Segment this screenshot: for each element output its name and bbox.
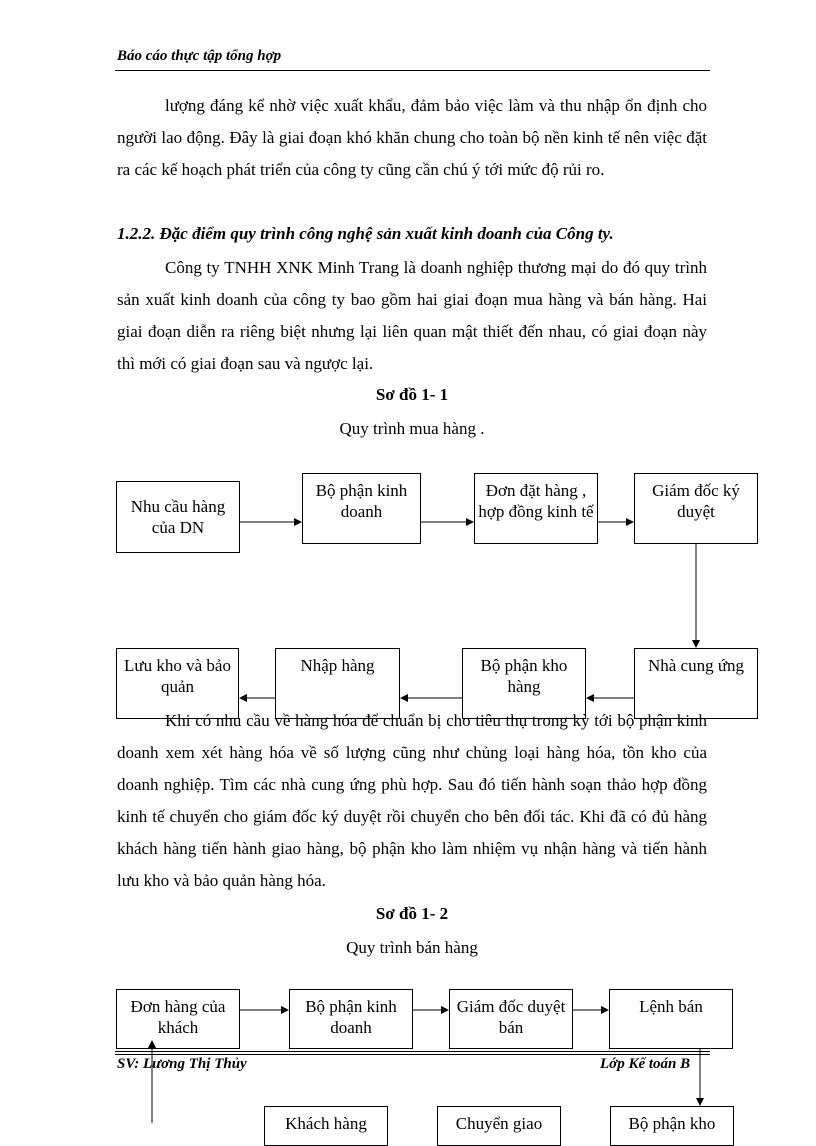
d2-box-director-approve: Giám đốc duyệt bán bbox=[449, 989, 573, 1049]
d1-box-receive-goods: Nhập hàng bbox=[275, 648, 400, 719]
page-header-title: Báo cáo thực tập tổng hợp bbox=[117, 48, 282, 64]
d2-box-customer: Khách hàng bbox=[264, 1106, 388, 1146]
d2-box-handover: Chuyển giao bbox=[437, 1106, 561, 1146]
paragraph-2-text: Công ty TNHH XNK Minh Trang là doanh nghiệp thương mại do đó quy trình sản xuất kinh doanh của công ty bao gồm hai giai đoạn mua hàng và bán hàng. Hai giai đoạn diễn ra riêng biệt nhưng lại liên quan mật thiết đến nhau, có giai đoạn này thì mới có giai đoạn sau và ngược lại. bbox=[117, 258, 707, 373]
d1-box-storage: Lưu kho và bảo quản bbox=[116, 648, 239, 719]
footer-rule-2 bbox=[115, 1054, 710, 1055]
footer-class: Lớp Kế toán B bbox=[600, 1056, 691, 1072]
d1-box-director-approve: Giám đốc ký duyệt bbox=[634, 473, 758, 544]
d2-box-warehouse: Bộ phận kho bbox=[610, 1106, 734, 1146]
diagram-2-title: Quy trình bán hàng bbox=[346, 938, 478, 957]
d1-box-supplier: Nhà cung ứng bbox=[634, 648, 758, 719]
d1-box-sales-dept: Bộ phận kinh doanh bbox=[302, 473, 421, 544]
paragraph-1-text: lượng đáng kể nhờ việc xuất khẩu, đảm bảo việc làm và thu nhập ổn định cho người lao động. Đây là giai đoạn khó khăn chung cho toàn bộ nền kinh tế nên việc đặt ra các kế hoạch phát triển của công ty cũng cần chú ý tới mức độ rủi ro. bbox=[117, 96, 707, 179]
diagram-1-title: Quy trình mua hàng . bbox=[339, 419, 485, 438]
section-heading: 1.2.2. Đặc điểm quy trình công nghệ sản xuất kinh doanh của Công ty. bbox=[117, 224, 614, 243]
paragraph-3-text: Khi có nhu cầu về hàng hóa để chuẩn bị cho tiêu thụ trong kỳ tới bộ phận kinh doanh xem xét hàng hóa về số lượng cũng như chủng loại hàng hóa, tồn kho của doanh nghiệp. Tìm các nhà cung ứng phù hợp. Sau đó tiến hành soạn thảo hợp đồng kinh tế chuyển cho giám đốc ký duyệt rồi chuyển cho bên đối tác. Khi đã có đủ hàng khách hàng tiến hành giao hàng, bộ phận kho làm nhiệm vụ nhận hàng và tiến hành lưu kho và bảo quản hàng hóa. bbox=[117, 711, 707, 890]
diagram-1-label: Sơ đồ 1- 1 bbox=[375, 385, 449, 404]
d1-box-warehouse-dept: Bộ phận kho hàng bbox=[462, 648, 586, 719]
d2-box-sales-order: Lệnh bán bbox=[609, 989, 733, 1049]
footer-rule-1 bbox=[115, 1051, 710, 1052]
footer-student: SV: Lương Thị Thủy bbox=[117, 1056, 247, 1072]
d1-box-order-contract: Đơn đặt hàng , hợp đồng kinh tế bbox=[474, 473, 598, 544]
d2-box-customer-order: Đơn hàng của khách bbox=[116, 989, 240, 1049]
diagram-2-label: Sơ đồ 1- 2 bbox=[375, 904, 449, 923]
d1-box-demand: Nhu cầu hàng của DN bbox=[116, 481, 240, 553]
d2-box-sales-dept: Bộ phận kinh doanh bbox=[289, 989, 413, 1049]
